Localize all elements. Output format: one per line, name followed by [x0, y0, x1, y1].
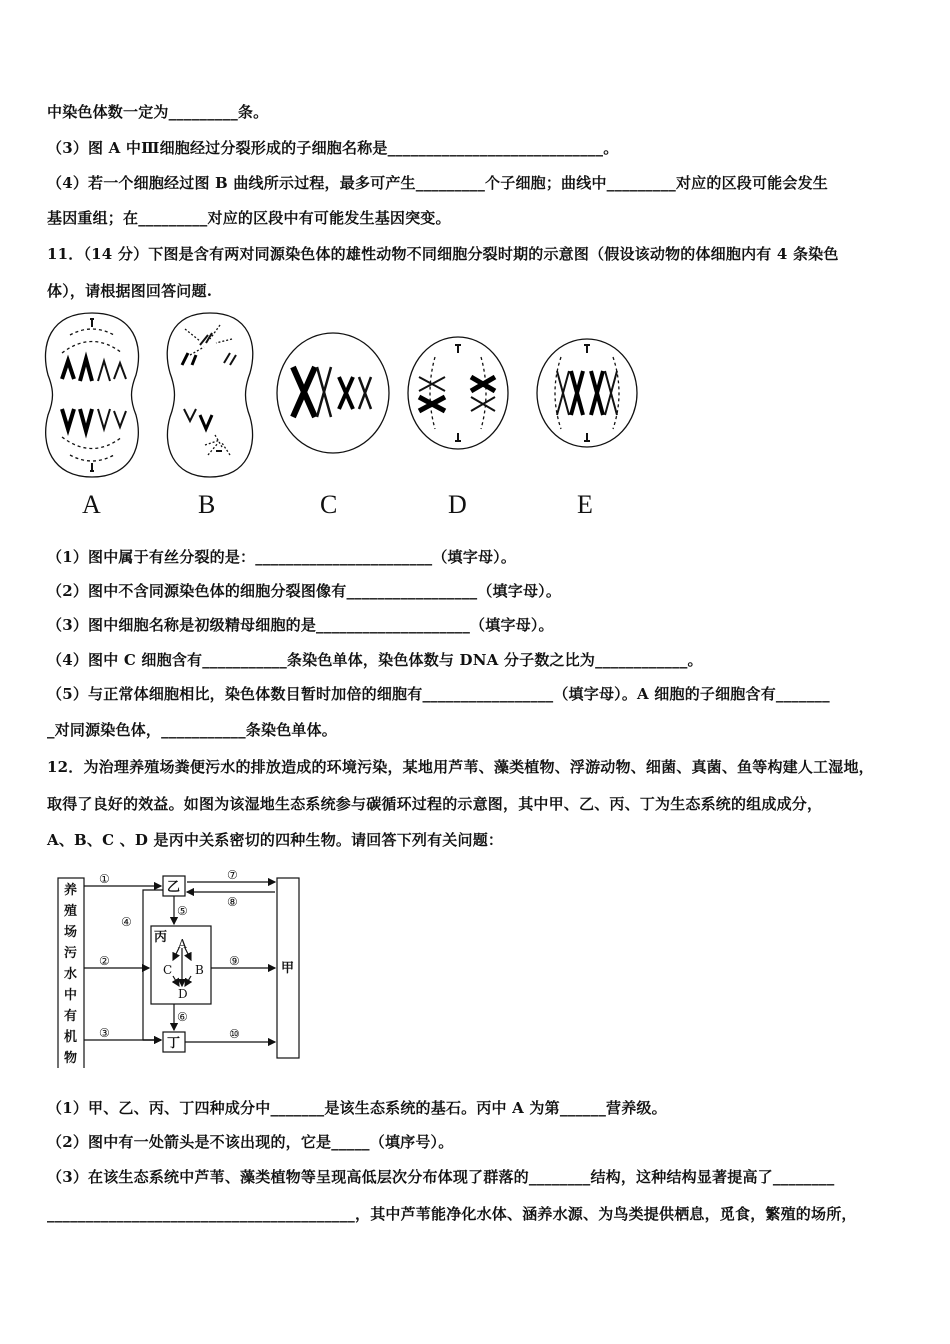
org-b: B — [195, 963, 204, 977]
figure-label-a: A — [82, 490, 101, 519]
carbon-cycle-diagram — [55, 868, 315, 1068]
question-11-part-5: （5）与正常体细胞相比，染色体数目暂时加倍的细胞有_________________（填字母）。A 细胞的子细胞含有_______ — [47, 685, 830, 703]
question-12-stem: 12．为治理养殖场粪便污水的排放造成的环境污染，某地用芦苇、藻类植物、浮游动物、细菌、真菌、鱼等构建人工湿地， — [47, 758, 874, 776]
question-12-part-1: （1）甲、乙、丙、丁四种成分中_______是该生态系统的基石。丙中 A 为第______营养级。 — [47, 1099, 667, 1117]
question-11-part-3: （3）图中细胞名称是初级精母细胞的是____________________（填字母）。 — [47, 616, 554, 634]
source-char-8: 机 — [64, 1030, 78, 1045]
source-char-4: 污 — [64, 946, 78, 961]
arrow-label-4: ④ — [121, 915, 132, 929]
question-10-part-4-cont: 基因重组；在_________对应的区段中有可能发生基因突变。 — [47, 209, 451, 227]
question-12-part-2: （2）图中有一处箭头是不该出现的，它是_____（填序号）。 — [47, 1133, 454, 1151]
box-jia-label: 甲 — [281, 961, 295, 976]
question-10-line-1: 中染色体数一定为_________条。 — [47, 103, 269, 121]
question-11-part-5-cont: _对同源染色体，___________条染色单体。 — [47, 721, 338, 739]
org-d: D — [178, 987, 188, 1001]
arrow-label-3: ③ — [99, 1026, 110, 1040]
question-11-stem: 11．（14 分）下图是含有两对同源染色体的雄性动物不同细胞分裂时期的示意图（假设该动物的体细胞内有 4 条染色 — [47, 245, 839, 263]
arrow-label-8: ⑧ — [227, 895, 238, 909]
question-12-stem-cont-2: A、B、C 、D 是丙中关系密切的四种生物。请回答下列有关问题： — [47, 831, 504, 849]
cell-division-figure — [40, 305, 660, 485]
figure-label-b: B — [198, 490, 216, 519]
question-11-part-1: （1）图中属于有丝分裂的是：_______________________（填字母）。 — [47, 548, 517, 566]
source-char-9: 物 — [64, 1051, 78, 1066]
cell-d-drawing — [408, 337, 508, 449]
question-12-stem-cont: 取得了良好的效益。如图为该湿地生态系统参与碳循环过程的示意图，其中甲、乙、丙、丁为生态系统的组成成分， — [47, 795, 823, 813]
source-char-3: 场 — [64, 925, 78, 940]
arrow-label-5: ⑤ — [177, 904, 188, 918]
arrow-label-7: ⑦ — [227, 868, 238, 882]
box-bing-label: 丙 — [154, 930, 168, 945]
box-ding-label: 丁 — [167, 1036, 181, 1051]
arrow-label-10: ⑩ — [229, 1027, 240, 1041]
source-char-5: 水 — [64, 967, 78, 982]
question-10-part-3: （3）图 A 中Ⅲ细胞经过分裂形成的子细胞名称是____________________________。 — [47, 139, 619, 157]
source-char-1: 养 — [64, 883, 78, 898]
arrow-label-2: ② — [99, 954, 110, 968]
org-a: A — [178, 937, 187, 951]
figure-label-e: E — [577, 490, 593, 519]
cell-b-drawing — [167, 313, 253, 477]
question-11-part-2: （2）图中不含同源染色体的细胞分裂图像有_________________（填字母）。 — [47, 582, 562, 600]
question-11-part-4: （4）图中 C 细胞含有___________条染色单体，染色体数与 DNA 分子数之比为____________。 — [47, 651, 703, 669]
cell-e-drawing — [537, 339, 637, 447]
question-12-part-3-cont: ________________________________________，其中芦苇能净化水体、涵养水源、为鸟类提供栖息，觅食，繁殖的场所， — [47, 1205, 857, 1223]
figure-label-c: C — [320, 490, 338, 519]
org-c: C — [163, 963, 173, 977]
box-yi-label: 乙 — [167, 880, 181, 895]
arrow-label-1: ① — [99, 872, 110, 886]
figure-label-d: D — [448, 490, 467, 519]
question-12-part-3: （3）在该生态系统中芦苇、藻类植物等呈现高低层次分布体现了群落的________结构，这种结构显著提高了________ — [47, 1168, 835, 1186]
cell-a-drawing — [45, 313, 138, 477]
arrow-label-9: ⑨ — [229, 954, 240, 968]
source-char-2: 殖 — [64, 904, 78, 919]
source-char-6: 中 — [64, 988, 78, 1003]
source-char-7: 有 — [64, 1009, 78, 1024]
question-10-part-4: （4）若一个细胞经过图 B 曲线所示过程，最多可产生_________个子细胞；曲线中_________对应的区段可能会发生 — [47, 174, 828, 192]
cell-c-drawing — [277, 333, 389, 453]
arrow-label-6: ⑥ — [177, 1010, 188, 1024]
question-11-stem-cont: 体），请根据图回答问题. — [47, 282, 213, 300]
